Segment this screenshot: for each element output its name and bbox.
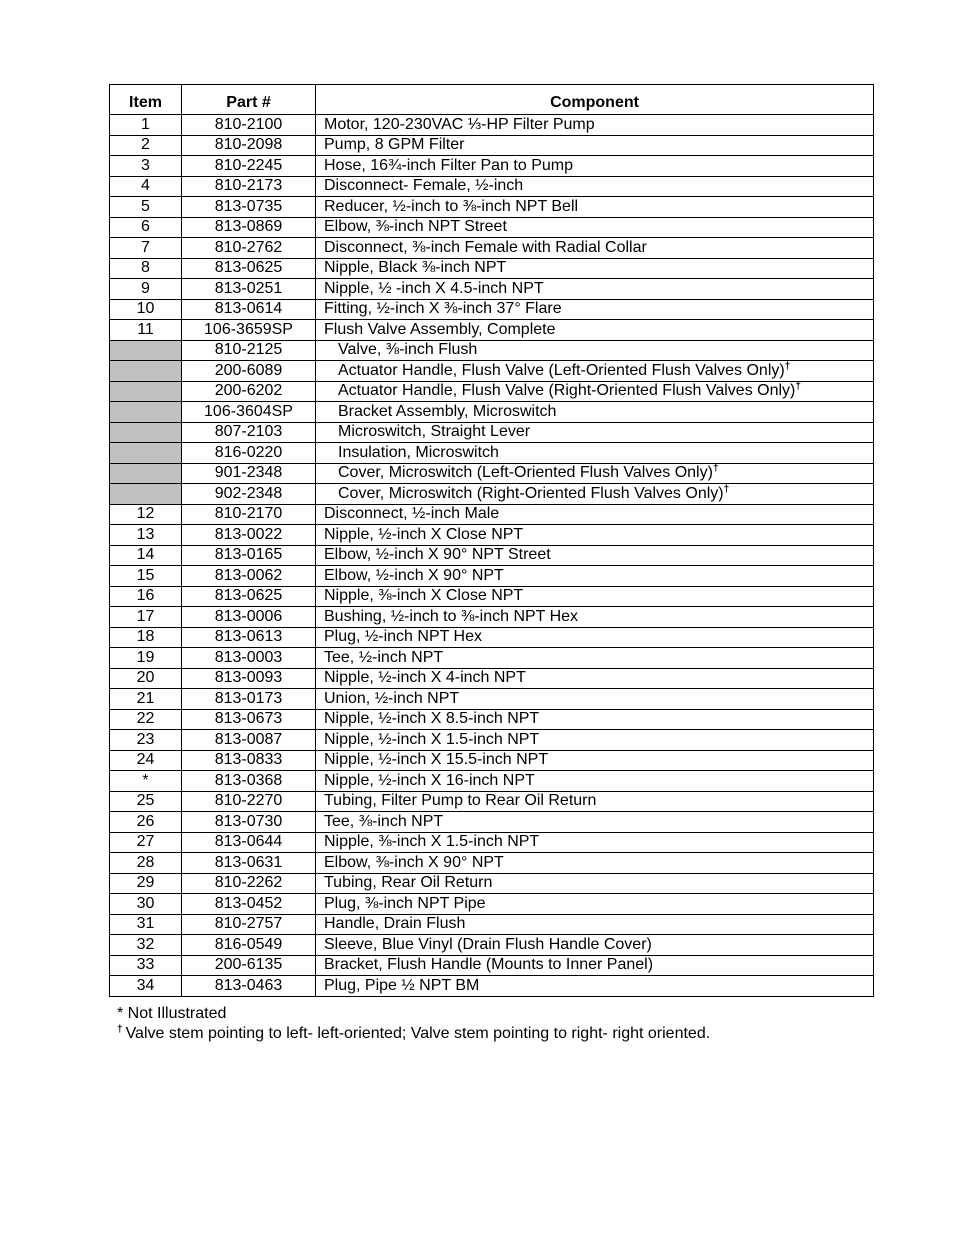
component-text: Nipple, ⅜-inch X 1.5-inch NPT bbox=[324, 833, 540, 851]
component-text: Elbow, ⅜-inch NPT Street bbox=[324, 218, 507, 236]
item-cell: 1 bbox=[110, 115, 182, 136]
item-cell bbox=[110, 443, 182, 464]
component-text: Nipple, ½-inch X 16-inch NPT bbox=[324, 771, 535, 789]
table-row bbox=[110, 812, 874, 833]
component-text: Nipple, ½-inch X 1.5-inch NPT bbox=[324, 730, 540, 748]
dagger-mark: † bbox=[784, 360, 791, 372]
component-cell bbox=[316, 566, 874, 587]
item-cell: 12 bbox=[110, 504, 182, 525]
component-text: Plug, Pipe ½ NPT BM bbox=[324, 976, 480, 994]
component-text: Actuator Handle, Flush Valve (Right-Oriented Flush Valves Only) bbox=[338, 382, 796, 400]
component-cell bbox=[316, 422, 874, 443]
component-cell bbox=[316, 381, 874, 402]
component-text: Bracket Assembly, Microswitch bbox=[338, 402, 557, 420]
part-number-cell: 813-0003 bbox=[182, 648, 316, 669]
component-cell bbox=[316, 176, 874, 197]
component-text: Elbow, ½-inch X 90° NPT bbox=[324, 566, 504, 584]
component-cell bbox=[316, 791, 874, 812]
table-row bbox=[110, 873, 874, 894]
component-cell bbox=[316, 545, 874, 566]
table-row bbox=[110, 648, 874, 669]
component-text: Sleeve, Blue Vinyl (Drain Flush Handle Cover) bbox=[324, 935, 652, 953]
part-number-cell: 813-0613 bbox=[182, 627, 316, 648]
table-row bbox=[110, 361, 874, 382]
table-row bbox=[110, 668, 874, 689]
table-row bbox=[110, 135, 874, 156]
component-text: Nipple, ½-inch X 15.5-inch NPT bbox=[324, 751, 549, 769]
table-row bbox=[110, 258, 874, 279]
part-number-cell: 810-2173 bbox=[182, 176, 316, 197]
table-row bbox=[110, 689, 874, 710]
part-number-cell: 813-0730 bbox=[182, 812, 316, 833]
component-text: Plug, ⅜-inch NPT Pipe bbox=[324, 894, 486, 912]
part-number-cell: 813-0673 bbox=[182, 709, 316, 730]
component-cell bbox=[316, 197, 874, 218]
orientation-note-text: Valve stem pointing to left- left-oriented; Valve stem pointing to right- right oriented. bbox=[125, 1025, 711, 1042]
table-row bbox=[110, 545, 874, 566]
item-cell: 4 bbox=[110, 176, 182, 197]
part-number-cell: 810-2757 bbox=[182, 914, 316, 935]
item-cell: 20 bbox=[110, 668, 182, 689]
part-number-cell: 810-2125 bbox=[182, 340, 316, 361]
component-cell bbox=[316, 135, 874, 156]
item-cell: 13 bbox=[110, 525, 182, 546]
part-number-cell: 813-0006 bbox=[182, 607, 316, 628]
item-cell: 14 bbox=[110, 545, 182, 566]
component-cell bbox=[316, 504, 874, 525]
item-cell bbox=[110, 484, 182, 505]
component-cell bbox=[316, 750, 874, 771]
part-number-cell: 200-6135 bbox=[182, 955, 316, 976]
item-cell: 16 bbox=[110, 586, 182, 607]
table-row bbox=[110, 320, 874, 341]
table-row bbox=[110, 914, 874, 935]
part-number-cell: 813-0173 bbox=[182, 689, 316, 710]
part-number-cell: 902-2348 bbox=[182, 484, 316, 505]
component-cell bbox=[316, 873, 874, 894]
item-cell: 25 bbox=[110, 791, 182, 812]
table-row bbox=[110, 832, 874, 853]
part-number-cell: 813-0614 bbox=[182, 299, 316, 320]
part-number-cell: 813-0368 bbox=[182, 771, 316, 792]
item-column-header: Item bbox=[110, 85, 182, 115]
item-cell bbox=[110, 381, 182, 402]
part-number-cell: 807-2103 bbox=[182, 422, 316, 443]
part-number-cell: 813-0165 bbox=[182, 545, 316, 566]
item-cell bbox=[110, 402, 182, 423]
table-row bbox=[110, 771, 874, 792]
footnotes bbox=[117, 1004, 710, 1044]
component-cell bbox=[316, 812, 874, 833]
table-row bbox=[110, 607, 874, 628]
component-text: Flush Valve Assembly, Complete bbox=[324, 320, 556, 338]
parts-table-body bbox=[110, 115, 874, 997]
component-cell bbox=[316, 668, 874, 689]
table-row bbox=[110, 176, 874, 197]
table-row bbox=[110, 156, 874, 177]
part-number-cell: 813-0625 bbox=[182, 586, 316, 607]
component-cell bbox=[316, 238, 874, 259]
component-cell bbox=[316, 279, 874, 300]
table-header-row bbox=[110, 85, 874, 115]
part-number-cell: 813-0735 bbox=[182, 197, 316, 218]
table-row bbox=[110, 402, 874, 423]
part-number-cell: 813-0625 bbox=[182, 258, 316, 279]
part-number-cell: 810-2245 bbox=[182, 156, 316, 177]
part-number-cell: 810-2170 bbox=[182, 504, 316, 525]
component-cell bbox=[316, 689, 874, 710]
item-cell: 5 bbox=[110, 197, 182, 218]
component-text: Plug, ½-inch NPT Hex bbox=[324, 628, 482, 646]
item-cell bbox=[110, 422, 182, 443]
item-cell: 15 bbox=[110, 566, 182, 587]
component-text: Cover, Microswitch (Right-Oriented Flush Valves Only) bbox=[338, 484, 724, 502]
component-cell bbox=[316, 320, 874, 341]
part-number-cell: 816-0220 bbox=[182, 443, 316, 464]
not-illustrated-note: * Not Illustrated bbox=[117, 1005, 227, 1022]
part-number-cell: 106-3659SP bbox=[182, 320, 316, 341]
table-row bbox=[110, 586, 874, 607]
component-text: Reducer, ½-inch to ⅜-inch NPT Bell bbox=[324, 197, 579, 215]
component-cell bbox=[316, 607, 874, 628]
table-row bbox=[110, 443, 874, 464]
item-cell: 26 bbox=[110, 812, 182, 833]
component-text: Elbow, ⅜-inch X 90° NPT bbox=[324, 853, 504, 871]
item-cell: 32 bbox=[110, 935, 182, 956]
table-row bbox=[110, 976, 874, 997]
part-number-column-header: Part # bbox=[182, 85, 316, 115]
component-cell bbox=[316, 730, 874, 751]
table-row bbox=[110, 791, 874, 812]
table-row bbox=[110, 299, 874, 320]
part-number-cell: 813-0631 bbox=[182, 853, 316, 874]
table-row bbox=[110, 750, 874, 771]
table-row bbox=[110, 422, 874, 443]
component-text: Bracket, Flush Handle (Mounts to Inner Panel) bbox=[324, 956, 654, 974]
item-cell: 27 bbox=[110, 832, 182, 853]
component-text: Union, ½-inch NPT bbox=[324, 689, 460, 707]
part-number-cell: 813-0463 bbox=[182, 976, 316, 997]
part-number-cell: 810-2270 bbox=[182, 791, 316, 812]
table-row bbox=[110, 340, 874, 361]
part-number-cell: 810-2762 bbox=[182, 238, 316, 259]
component-text: Motor, 120-230VAC ⅓-HP Filter Pump bbox=[324, 115, 595, 133]
component-text: Cover, Microswitch (Left-Oriented Flush Valves Only) bbox=[338, 464, 713, 482]
component-cell bbox=[316, 648, 874, 669]
component-text: Nipple, ½-inch X Close NPT bbox=[324, 525, 524, 543]
orientation-note bbox=[117, 1024, 710, 1044]
part-number-cell: 810-2100 bbox=[182, 115, 316, 136]
part-number-cell: 813-0022 bbox=[182, 525, 316, 546]
table-row bbox=[110, 279, 874, 300]
component-text: Disconnect- Female, ½-inch bbox=[324, 177, 524, 195]
component-cell bbox=[316, 525, 874, 546]
part-number-cell: 810-2262 bbox=[182, 873, 316, 894]
item-cell: 9 bbox=[110, 279, 182, 300]
table-row bbox=[110, 955, 874, 976]
component-cell bbox=[316, 156, 874, 177]
item-cell: 30 bbox=[110, 894, 182, 915]
component-text: Nipple, ½-inch X 4-inch NPT bbox=[324, 669, 526, 687]
component-text: Microswitch, Straight Lever bbox=[338, 423, 531, 441]
component-text: Disconnect, ½-inch Male bbox=[324, 505, 500, 523]
item-cell: 34 bbox=[110, 976, 182, 997]
table-row bbox=[110, 894, 874, 915]
dagger-mark: † bbox=[723, 483, 730, 495]
part-number-cell: 813-0452 bbox=[182, 894, 316, 915]
parts-table bbox=[109, 84, 874, 997]
item-cell bbox=[110, 361, 182, 382]
item-cell: 28 bbox=[110, 853, 182, 874]
component-cell bbox=[316, 586, 874, 607]
table-row bbox=[110, 197, 874, 218]
component-text: Fitting, ½-inch X ⅜-inch 37° Flare bbox=[324, 300, 562, 318]
item-cell: 19 bbox=[110, 648, 182, 669]
component-text: Hose, 16¾-inch Filter Pan to Pump bbox=[324, 156, 574, 174]
table-row bbox=[110, 381, 874, 402]
component-cell bbox=[316, 443, 874, 464]
component-cell bbox=[316, 853, 874, 874]
item-cell: 7 bbox=[110, 238, 182, 259]
item-cell: 17 bbox=[110, 607, 182, 628]
item-cell bbox=[110, 340, 182, 361]
component-cell bbox=[316, 832, 874, 853]
table-row bbox=[110, 935, 874, 956]
table-row bbox=[110, 525, 874, 546]
table-row bbox=[110, 484, 874, 505]
component-cell bbox=[316, 484, 874, 505]
component-cell bbox=[316, 914, 874, 935]
part-number-cell: 813-0251 bbox=[182, 279, 316, 300]
table-row bbox=[110, 853, 874, 874]
item-cell: 2 bbox=[110, 135, 182, 156]
item-cell: 22 bbox=[110, 709, 182, 730]
component-text: Elbow, ½-inch X 90° NPT Street bbox=[324, 546, 551, 564]
table-row bbox=[110, 238, 874, 259]
component-text: Insulation, Microswitch bbox=[338, 443, 499, 461]
table-row bbox=[110, 730, 874, 751]
item-cell: 33 bbox=[110, 955, 182, 976]
table-row bbox=[110, 504, 874, 525]
component-text: Disconnect, ⅜-inch Female with Radial Collar bbox=[324, 238, 647, 256]
component-text: Valve, ⅜-inch Flush bbox=[338, 341, 478, 359]
part-number-cell: 813-0087 bbox=[182, 730, 316, 751]
table-row bbox=[110, 627, 874, 648]
part-number-cell: 813-0869 bbox=[182, 217, 316, 238]
component-cell bbox=[316, 115, 874, 136]
component-cell bbox=[316, 463, 874, 484]
dagger-mark: † bbox=[712, 463, 719, 475]
part-number-cell: 813-0062 bbox=[182, 566, 316, 587]
part-number-cell: 200-6089 bbox=[182, 361, 316, 382]
component-text: Pump, 8 GPM Filter bbox=[324, 136, 465, 154]
component-text: Handle, Drain Flush bbox=[324, 915, 466, 933]
component-text: Nipple, Black ⅜-inch NPT bbox=[324, 259, 507, 277]
table-row bbox=[110, 566, 874, 587]
component-text: Bushing, ½-inch to ⅜-inch NPT Hex bbox=[324, 607, 579, 625]
part-number-cell: 813-0833 bbox=[182, 750, 316, 771]
component-cell bbox=[316, 627, 874, 648]
component-cell bbox=[316, 258, 874, 279]
part-number-cell: 813-0093 bbox=[182, 668, 316, 689]
component-text: Tubing, Rear Oil Return bbox=[324, 874, 493, 892]
table-row bbox=[110, 217, 874, 238]
component-text: Tee, ⅜-inch NPT bbox=[324, 812, 444, 830]
item-cell: 31 bbox=[110, 914, 182, 935]
item-cell: 29 bbox=[110, 873, 182, 894]
component-cell bbox=[316, 955, 874, 976]
item-cell: 6 bbox=[110, 217, 182, 238]
table-row bbox=[110, 463, 874, 484]
component-cell bbox=[316, 340, 874, 361]
component-text: Nipple, ½ -inch X 4.5-inch NPT bbox=[324, 279, 544, 297]
component-text: Tee, ½-inch NPT bbox=[324, 648, 444, 666]
item-cell bbox=[110, 463, 182, 484]
item-cell: 21 bbox=[110, 689, 182, 710]
item-cell: 24 bbox=[110, 750, 182, 771]
component-cell bbox=[316, 402, 874, 423]
item-cell: 11 bbox=[110, 320, 182, 341]
table-row bbox=[110, 709, 874, 730]
dagger-mark: † bbox=[795, 381, 801, 393]
table-row bbox=[110, 115, 874, 136]
item-cell: 8 bbox=[110, 258, 182, 279]
component-cell bbox=[316, 894, 874, 915]
part-number-cell: 816-0549 bbox=[182, 935, 316, 956]
item-cell: 18 bbox=[110, 627, 182, 648]
part-number-cell: 106-3604SP bbox=[182, 402, 316, 423]
component-text: Actuator Handle, Flush Valve (Left-Oriented Flush Valves Only) bbox=[338, 361, 785, 379]
component-text: Nipple, ½-inch X 8.5-inch NPT bbox=[324, 710, 540, 728]
component-text: Nipple, ⅜-inch X Close NPT bbox=[324, 587, 524, 605]
dagger-mark: † bbox=[117, 1024, 123, 1035]
item-cell: 23 bbox=[110, 730, 182, 751]
component-cell bbox=[316, 976, 874, 997]
component-column-header: Component bbox=[316, 85, 874, 115]
part-number-cell: 813-0644 bbox=[182, 832, 316, 853]
part-number-cell: 810-2098 bbox=[182, 135, 316, 156]
component-cell bbox=[316, 217, 874, 238]
component-cell bbox=[316, 771, 874, 792]
part-number-cell: 901-2348 bbox=[182, 463, 316, 484]
part-number-cell: 200-6202 bbox=[182, 381, 316, 402]
component-cell bbox=[316, 299, 874, 320]
component-cell bbox=[316, 935, 874, 956]
component-text: Tubing, Filter Pump to Rear Oil Return bbox=[324, 792, 597, 810]
item-cell: 10 bbox=[110, 299, 182, 320]
item-cell: * bbox=[110, 771, 182, 792]
component-cell bbox=[316, 361, 874, 382]
component-cell bbox=[316, 709, 874, 730]
item-cell: 3 bbox=[110, 156, 182, 177]
